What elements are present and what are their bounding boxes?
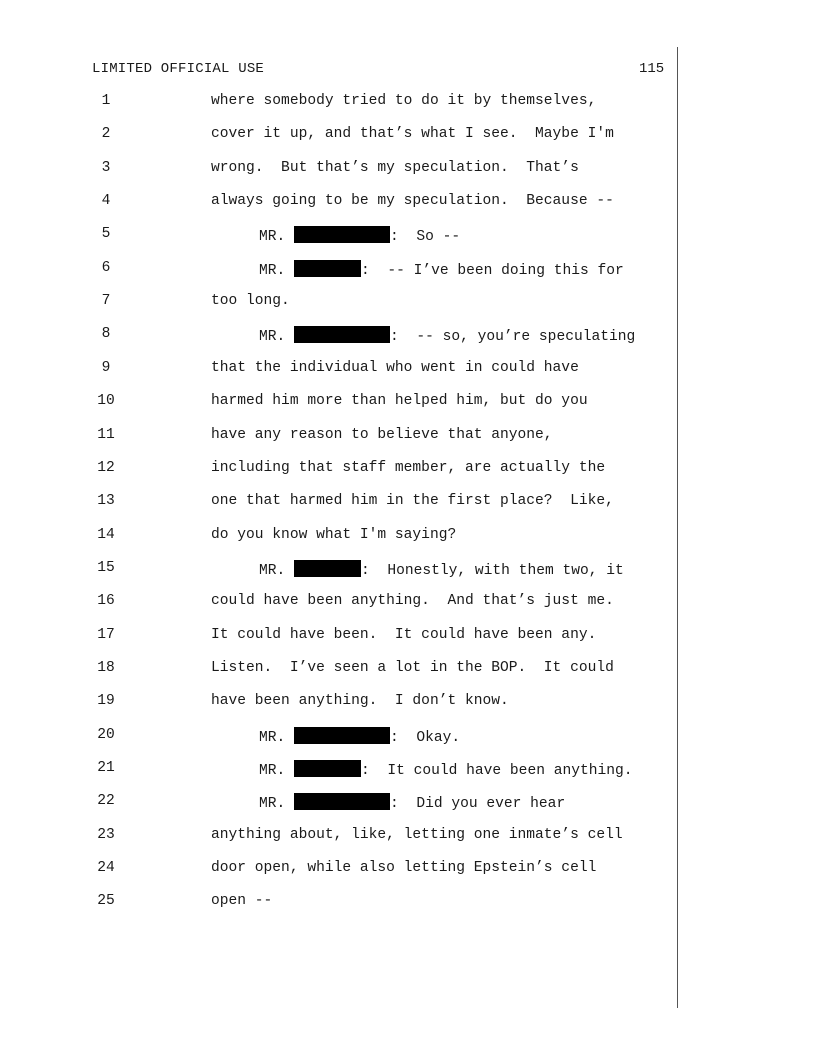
redaction-block: [294, 226, 390, 243]
transcript-line: [0, 893, 816, 917]
line-text: [259, 226, 460, 245]
line-number: 24: [97, 860, 115, 877]
line-text: open --: [211, 893, 273, 910]
line-number: 16: [97, 593, 115, 610]
spoken-text: : Did you ever hear: [390, 796, 566, 813]
line-number: 9: [101, 359, 111, 376]
line-number: 20: [97, 726, 115, 743]
line-text: have any reason to believe that anyone,: [211, 426, 553, 443]
line-text: anything about, like, letting one inmate’s cell: [211, 826, 623, 843]
line-text: door open, while also letting Epstein’s cell: [211, 860, 597, 877]
spoken-text: : -- so, you’re speculating: [390, 329, 636, 346]
transcript-line: [0, 727, 816, 751]
line-text: [259, 727, 460, 746]
line-text: too long.: [211, 293, 290, 310]
transcript-line: [0, 793, 816, 817]
line-number: 4: [101, 193, 111, 210]
line-text: Listen. I’ve seen a lot in the BOP. It could: [211, 659, 614, 676]
line-text: do you know what I'm saying?: [211, 526, 457, 543]
transcript-line: [0, 193, 816, 217]
transcript-line: [0, 560, 816, 584]
line-number: 19: [97, 693, 115, 710]
classification-header: LIMITED OFFICIAL USE: [92, 61, 265, 77]
speaker-label: MR.: [259, 262, 286, 279]
line-number: 23: [97, 826, 115, 843]
speaker-label: MR.: [259, 729, 286, 746]
transcript-line: [0, 260, 816, 284]
line-text: could have been anything. And that’s just me.: [211, 593, 614, 610]
transcript-line: [0, 226, 816, 250]
line-number: 1: [101, 93, 111, 109]
line-number: 11: [97, 426, 115, 443]
spoken-text: : It could have been anything.: [361, 763, 633, 779]
speaker-label: MR.: [259, 329, 286, 346]
line-number: 18: [97, 659, 115, 676]
line-number: 17: [97, 626, 115, 643]
transcript-line: [0, 93, 816, 117]
transcript-line: [0, 827, 816, 851]
line-text: [259, 560, 624, 579]
redaction-block: [294, 260, 361, 277]
transcript-line: [0, 627, 816, 651]
redaction-block: [294, 326, 390, 343]
line-number: 22: [97, 793, 115, 810]
redaction-block: [294, 760, 361, 777]
line-number: 3: [101, 159, 111, 176]
transcript-line: [0, 660, 816, 684]
transcript-line: [0, 427, 816, 451]
line-number: 5: [101, 226, 111, 243]
line-text: [259, 793, 565, 812]
transcript-line: [0, 593, 816, 617]
transcript-line: [0, 693, 816, 717]
transcript-line: [0, 326, 816, 350]
line-number: 13: [97, 493, 115, 510]
line-number: 14: [97, 526, 115, 543]
line-text: where somebody tried to do it by themselves,: [211, 93, 597, 109]
line-number: 2: [101, 126, 111, 143]
spoken-text: : So --: [390, 229, 461, 246]
speaker-label: MR.: [259, 229, 286, 246]
line-text: have been anything. I don’t know.: [211, 693, 509, 710]
transcript-line: [0, 493, 816, 517]
line-number: 10: [97, 393, 115, 410]
redaction-block: [294, 560, 361, 577]
transcript-line: [0, 527, 816, 551]
line-text: including that staff member, are actually the: [211, 459, 606, 476]
line-text: harmed him more than helped him, but do you: [211, 393, 588, 410]
transcript-line: [0, 293, 816, 317]
transcript-line: [0, 860, 816, 884]
transcript-line: [0, 393, 816, 417]
line-text: [259, 760, 633, 779]
transcript-line: [0, 760, 816, 784]
transcript-line: [0, 160, 816, 184]
transcript-line: [0, 360, 816, 384]
line-text: It could have been. It could have been any.: [211, 626, 597, 643]
spoken-text: : Okay.: [390, 729, 461, 746]
redaction-block: [294, 793, 390, 810]
line-text: [259, 260, 624, 279]
line-number: 21: [97, 760, 115, 776]
line-text: one that harmed him in the first place? Like,: [211, 493, 614, 510]
line-number: 6: [101, 259, 111, 276]
line-number: 7: [101, 293, 111, 310]
speaker-label: MR.: [259, 796, 286, 813]
speaker-label: MR.: [259, 562, 286, 579]
speaker-label: MR.: [259, 763, 286, 779]
line-text: always going to be my speculation. Because --: [211, 193, 614, 210]
line-text: wrong. But that’s my speculation. That’s: [211, 159, 579, 176]
spoken-text: : -- I’ve been doing this for: [361, 262, 624, 279]
line-number: 25: [97, 893, 115, 910]
redaction-block: [294, 727, 390, 744]
spoken-text: : Honestly, with them two, it: [361, 562, 624, 579]
line-number: 8: [101, 326, 111, 343]
line-number: 12: [97, 459, 115, 476]
line-text: cover it up, and that’s what I see. Maybe I'm: [211, 126, 614, 143]
line-number: 15: [97, 559, 115, 576]
line-text: [259, 326, 635, 345]
line-text: that the individual who went in could have: [211, 359, 579, 376]
transcript-line: [0, 460, 816, 484]
transcript-line: [0, 126, 816, 150]
page-number: 115: [639, 61, 665, 77]
